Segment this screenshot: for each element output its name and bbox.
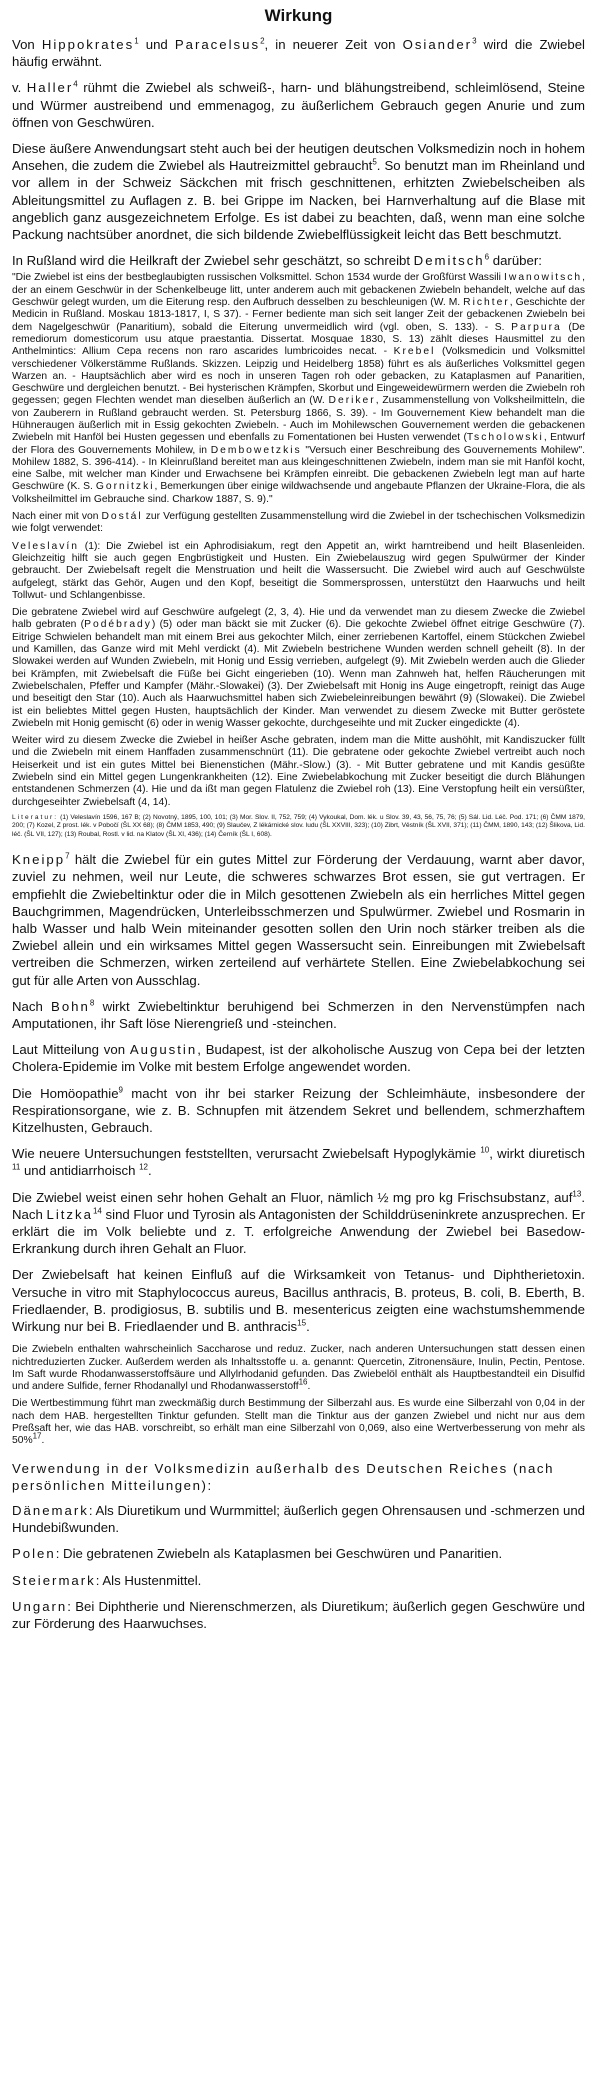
country-hungary: Ungarn: Bei Diphtherie und Nierenschmerzen, als Diuretikum; äußerlich gegen Geschwüre und zur Förderung des Haarwuchses. [12,1598,585,1631]
paragraph-research: Wie neuere Untersuchungen feststellten, verursacht Zwiebelsaft Hypoglykämie $^{10}$, wirkt diuretisch $^{11}$ und antidiarrhoisch $^{12}$. [12,1145,585,1179]
footnote-ref: 12 [139,1162,148,1172]
country-name: Dänemark [12,1502,89,1518]
footnote-ref: 15 [297,1318,307,1328]
literature-label: Literatur: [12,813,59,821]
paragraph-kneipp: Kneipp$^7$ hält die Zwiebel für ein gutes Mittel zur Förderung der Verdauung, warnt aber davor, zuviel zu nehmen, weil nur Leute, die schweres schwarzes Brot essen, sie gut vertragen. Er empfiehlt die Zwiebeltinktur oder die in Milch gesottenen Zwiebeln als ein herrliches Mittel gegen Bauchgrimmen, Magendrücken, Unterleibsschmerzen und Spulwürmer. Zwiebel und Rosmarin in halb Wasser und halb Wein miteinander gesotten sollen den Urin noch stärker treiben als die Zwiebel allein und ein wirksames Mittel gegen Wassersucht sein. Einreibungen mit Zwiebelsaft vertreiben die Schmerzen, wirken zerteilend auf verhärtete Stellen. Eine Zwiebelabkochung sei gut für alle Arten von Ausschlag. [12,851,585,988]
footnote-ref: 3 [472,36,477,46]
paragraph-external-use: Diese äußere Anwendungsart steht auch bei der heutigen deutschen Volksmedizin noch in hohem Ansehen, die zudem die Zwiebel als Hautreizmittel gebraucht$^5$. So benutzt man im Rheinland und vor allem in der Schweiz Säckchen mit frisch geschnittenen, erhitzten Zwiebelscheiben als Ableitungsmittel zu Auflagen z. B. bei Grippe im Nacken, bei Harnverhaltung auf die Blase mit angeblich ganz ausgezeichnetem Erfolge. Es ist dabei zu beachten, daß, wenn man eine solche Packung nachtsüber anordnet, die sich bildende Zwiebelflüssigkeit leicht das Bett beschmutzt. [12,141,586,243]
footnote-ref: 14 [92,1206,102,1216]
author-name: Demitsch [413,253,485,269]
paragraph-czech-uses: Die gebratene Zwiebel wird auf Geschwüre aufgelegt (2, 3, 4). Hie und da verwendet man zu diesem Zwecke die Zwiebel halb gebraten (Podébrady) (5) oder man bäckt sie mit Zucker (6). Die gekochte Zwiebel öffnet eitrige Geschwüre (7). Eitrige Schwielen behandelt man mit einem Brei aus gekochter Milch, einer zerriebenen Kartoffel, einem Stückchen Zwiebel und Kamillen, das Ganze wird mit Mehl verdickt (4). Mit Zwiebeln bestrichene Wunden werden schnell geheilt (8). In der Slowakei werden auf Wunden Zwiebeln, mit Honig und Essig verrieben, aufgelegt (9). Mit Zwiebeln werden auch die Glieder bei Krämpfen, mit Zwiebelsaft die Füße bei Gicht eingerieben (10). Wenn man Zahnweh hat, helfen Räucherungen mit Zwiebelschalen, Pfeffer und Kampfer (Mähr.-Slowakei) (3). Der Zwiebelsaft mit Honig ins Auge eingetropft, reinigt das Auge und beseitigt den Star (10). Auch als Haarwuchsmittel haben sich Zwiebeleinreibungen bewährt (9) (Slowakei). Die Zwiebel ist ein beliebtes Mittel gegen Husten, hauptsächlich der Kinder. Man verwendet zu diesem Zwecke mit Butter geröstete Zwiebeln mit Honig gemischt (6) oder in wenig Wasser gekochte, durchgeseihte und mit Zucker eingedickte (4). [12,607,585,729]
country-poland: Polen: Die gebratenen Zwiebeln als Kataplasmen bei Geschwüren und Panaritien. [12,1546,503,1562]
section-heading-folk-medicine-abroad: Verwendung in der Volksmedizin außerhalb des Deutschen Reiches (nach persönlichen Mitteilungen): [12,1460,555,1493]
country-name: Polen [12,1546,56,1562]
quote-russian-folk-medicine: "Die Zwiebel ist eins der bestbeglaubigten russischen Volksmittel. Schon 1534 wurde der Großfürst Wassili Iwanowitsch, der an einem Geschwür in der Schenkelbeuge litt, unter anderem auch mit gebackenen Zwiebeln behandelt, welche auf das Geschwür gelegt wurden, um die Eiterung resp. den Aufbruch desselben zu beschleunigen (W. M. Richter, Geschichte der Medicin in Rußland. Moskau 1813-1817, I, S 37). - Ferner bediente man sich seit langer Zeit der gebackenen Zwiebeln bei dem Nagelgeschwür (Panaritium), sobald die Eiterung unvermeidlich wird (vgl. oben, S. 133). - S. Parpura (De remediorum domesticorum usu atque praestantia. Dissertat. Mosquae 1830, S. 13) zählt dieses Hausmittel zu den Anthelmintics: Allium Cepa recens non raro ascarides lumbricoides necat. - Krebel (Volksmedicin und Volksmittel verschiedener Völkerstämme Rußlands. Skizzen. Leipzig und Heidelberg 1858) führt es als äußerliches Volksmittel gegen Warzen an. - Hauptsächlich aber wird es noch in unseren Tagen roh oder gebacken, zu Kataplasmen auf Panaritien, Geschwüre und dergleichen benutzt. - Bei hysterischen Krämpfen, Skorbut und Eingeweidewürmern werden die Zwiebeln roh gegessen; gegen Flechten wendet man dieselben äußerlich an (W. Deriker, Zusammenstellung von Volksheilmitteln, die von Zauberern in Rußland gebraucht werden. St. Petersburg 1866, S. 39). - Im Gouvernement Kiew behandelt man die Hühneraugen äußerlich mit in Essig gekochten Zwiebeln. - Auch im Mohilewschen Gouvernement werden die gebackenen Zwiebeln mit Hanföl bei Husten gegessen und ebenfalls zu Fomentationen bei Husten verwendet (Tscholowski, Entwurf der Flora des Gouvernements Mohilew, in Dembowetzkis "Versuch einer Beschreibung des Gouvernements Mohilew". Mohilew 1882, S. 396-414). - In Kleinrußland bereitet man aus kleingeschnittenen Zwiebeln, indem man sie mit Hanföl kocht, eine Salbe, mit welcher man Kinder und Erwachsene bei Krämpfen einreibt. Die gebackenen Zwiebeln legt man auf harte Geschwüre (K. S. Gornitzki, Bemerkungen über einige wildwachsende und angebaute Pflanzen der Ukraine-Flora, die als Volksheilmittel im Gebrauche sind. Charkow 1887, S. 9)." [12,272,585,505]
country-denmark: Dänemark: Als Diuretikum und Wurmmittel; äußerlich gegen Ohrensausen und -schmerzen und Hundebißwunden. [12,1502,585,1536]
page-title: Wirkung [264,6,333,25]
paragraph-czech-uses-cont: Weiter wird zu diesem Zwecke die Zwiebel in heißer Asche gebraten, indem man die Mitte aushöhlt, mit Kandiszucker füllt und die Zwiebeln mit einem Hanffaden zusammenschnürt (11). Die gebratene oder gekochte Zwiebel vertreibt auch noch Heiserkeit und ist ein gutes Mittel bei Bienenstichen (Mähr.-Slow.) (3). - Mit Butter gebratene und mit Kandis gesüßte Zwiebeln sind ein Mittel gegen Lungenkrankheiten (12). Eine Zwiebelabkochung mit Zucker beseitigt die durch Blähungen entstandenen Schmerzen (4). Hie und da ißt man gegen Flatulenz die Zwiebel roh (13). Eine Verstopfung heilt ein versüßter, durchgeseihter Zwiebelsaft (4, 14). [12,735,585,808]
author-name: Augustin [129,1042,198,1058]
footnote-ref: 9 [118,1085,123,1095]
country-name: Steiermark [12,1572,96,1588]
paragraph-augustin: Laut Mitteilung von Augustin, Budapest, ist der alkoholische Auszug von Cepa bei der letzten Cholera-Epidemie im Volke mit bestem Erfolge angewendet worden. [12,1042,585,1075]
footnote-ref: 16 [298,1377,308,1387]
footnote-ref: 8 [89,998,95,1008]
paragraph-silver-number: Die Wertbestimmung führt man zweckmäßig durch Bestimmung der Silberzahl aus. Es wurde eine Silberzahl von 0,04 in der nach dem HAB. hergestellten Tinktur gefunden. Stellt man die Tinktur aus der ganzen Zwiebel und nicht nur aus dem Preßsaft her, wie das HAB. vorschreibt, so erhält man eine Silberzahl von 0,069, also eine Wertverbesserung von mehr als 50%$^{17}$. [12,1398,585,1447]
paragraph-homoeopathy: Die Homöopathie$^9$ macht von ihr bei starker Reizung der Schleimhäute, insbesondere der Respirationsorgane, wie z. B. Schnupfen mit ätzendem Sekret und bellendem, schmerzhaftem Kitzelhusten, Gebrauch. [12,1085,585,1135]
paragraph-historical-authors: Von Hippokrates$^1$ und Paracelsus$^2$, in neuerer Zeit von Osiander$^3$ wird die Zwiebel häufig erwähnt. [12,36,585,70]
paragraph-constituents: Die Zwiebeln enthalten wahrscheinlich Saccharose und reduz. Zucker, nach anderen Untersuchungen statt dessen einen nichtreduzierten Zucker. Außerdem werden als Inhaltsstoffe u. a. genannt: Quercetin, Zitronensäure, Inulin, Pectin, Pentose. Im Saft wurde Rhodanwasserstoffsäure und Allylrhodanid gefunden. Das Zwiebelöl enthält als Hauptbestandteil ein Disulfid und andere Sulfide, ferner Rhodanallyl und Rhodanwasserstoff$^{16}$. [12,1344,585,1393]
footnote-ref: 2 [260,36,265,46]
footnote-ref: 6 [484,252,490,262]
footnote-ref: 7 [65,851,70,861]
author-name: Bohn [51,998,90,1014]
author-name: Kneipp [12,852,66,868]
author-name: Litzka [46,1206,93,1222]
paragraph-bohn: Nach Bohn$^8$ wirkt Zwiebeltinktur beruhigend bei Schmerzen in den Nervenstümpfen nach Amputationen, ihr Saft löse Nierengrieß und -steinchen. [12,998,585,1031]
footnote-ref: 10 [480,1145,490,1155]
paragraph-veleslavin: Veleslavín (1): Die Zwiebel ist ein Aphrodisiakum, regt den Appetit an, wirkt harntreibend und heilt Blasenleiden. Gleichzeitig hilft sie auch gegen Engbrüstigkeit und Husten. Ein Zwiebelauszug wird gegen Spulwürmer der Kinder gebraucht. Der Zwiebelsaft regelt die Menstruation und heilt die Wassersucht. Die Zwiebel wird auch auf Geschwülste aufgelegt, stärkt das Gehör, Augen und den Kopf, beseitigt die Sommersprossen, unterstützt den Haarwuchs und heilt Tollwut- und Schlangenbisse. [12,540,585,601]
footnote-ref: 11 [12,1162,21,1172]
footnote-ref: 5 [372,157,377,167]
author-name: Paracelsus [174,37,261,52]
paragraph-haller: v. Haller$^4$ rühmt die Zwiebel als schweiß-, harn- und blähungstreibend, schleimlösend, Steine und Würmer austreibend und emmenagog, zu äußerlichem Gebrauch gegen Anurie und zum öffnen von Geschwüren. [12,80,585,130]
footnote-ref: 17 [32,1431,42,1441]
author-name: Osiander [402,37,473,52]
paragraph-toxins: Der Zwiebelsaft hat keinen Einfluß auf die Wirksamkeit von Tetanus- und Diphtherietoxin. Versuche in vitro mit Staphylococcus aureus, Bacillus anthracis, B. proteus, B. coli, B. Eberth, B. Friedlaender, B. prodigiosus, B. subtilis und B. mesentericus zeigten eine wachstumshemmende Wirkung nur bei B. Friedlaender und B. anthracis$^{15}$. [12,1267,585,1334]
country-name: Ungarn [12,1598,68,1614]
paragraph-czech-intro: Nach einer mit von Dostál zur Verfügung gestellten Zusammenstellung wird die Zwiebel in der tschechischen Volksmedizin wie folgt verwendet: [12,511,585,535]
author-name: Hippokrates [41,37,135,52]
paragraph-fluor: Die Zwiebel weist einen sehr hohen Gehalt an Fluor, nämlich ½ mg pro kg Frischsubstanz, auf$^{13}$. Nach Litzka$^{14}$ sind Fluor und Tyrosin als Antagonisten der Schilddrüseninkrete anzusprechen. Er erklärt die im Volk beliebte und z. T. erfolgreiche Anwendung der Zwiebel bei Basedow-Erkrankung durch ihren Gehalt an Fluor. [12,1189,585,1257]
literature-references: Literatur: (1) Veleslavín 1596, 167 B; (2) Novotný, 1895, 100, 101; (3) Mor. Slov. II, 752, 759; (4) Vykoukal, Dom. lék. u Slov. 39, 43, 56, 75, 76; (5) Sál. Lid. Léč. Pod. 171; (6) ČMM 1879, 200; (7) Kozel, Z prost. lék. v Pobočí (ŠL XX 68); (8) ČMM 1853, 490; (9) Slaučev, Z lékárnické slov. ludu (ŠL XXVIII, 323); (10) Zibrt, Věstník (ŠL XVII, 371); (11) ČMM, 1890, 143; (12) Šlikova, Lid. léč. (ŠL VII, 127); (13) Roubal, Rostl. v lid. na Klatov (ŠL XI, 436); (14) Černík (ŠL I, 608). [12,813,585,838]
paragraph-russia-intro: In Rußland wird die Heilkraft der Zwiebel sehr geschätzt, so schreibt Demitsch$^6$ darüber: [12,252,542,269]
footnote-ref: 13 [572,1189,582,1199]
footnote-ref: 1 [134,36,139,46]
author-name: Haller [26,80,74,96]
footnote-ref: 4 [73,80,78,90]
country-styria: Steiermark: Als Hustenmittel. [12,1572,202,1588]
